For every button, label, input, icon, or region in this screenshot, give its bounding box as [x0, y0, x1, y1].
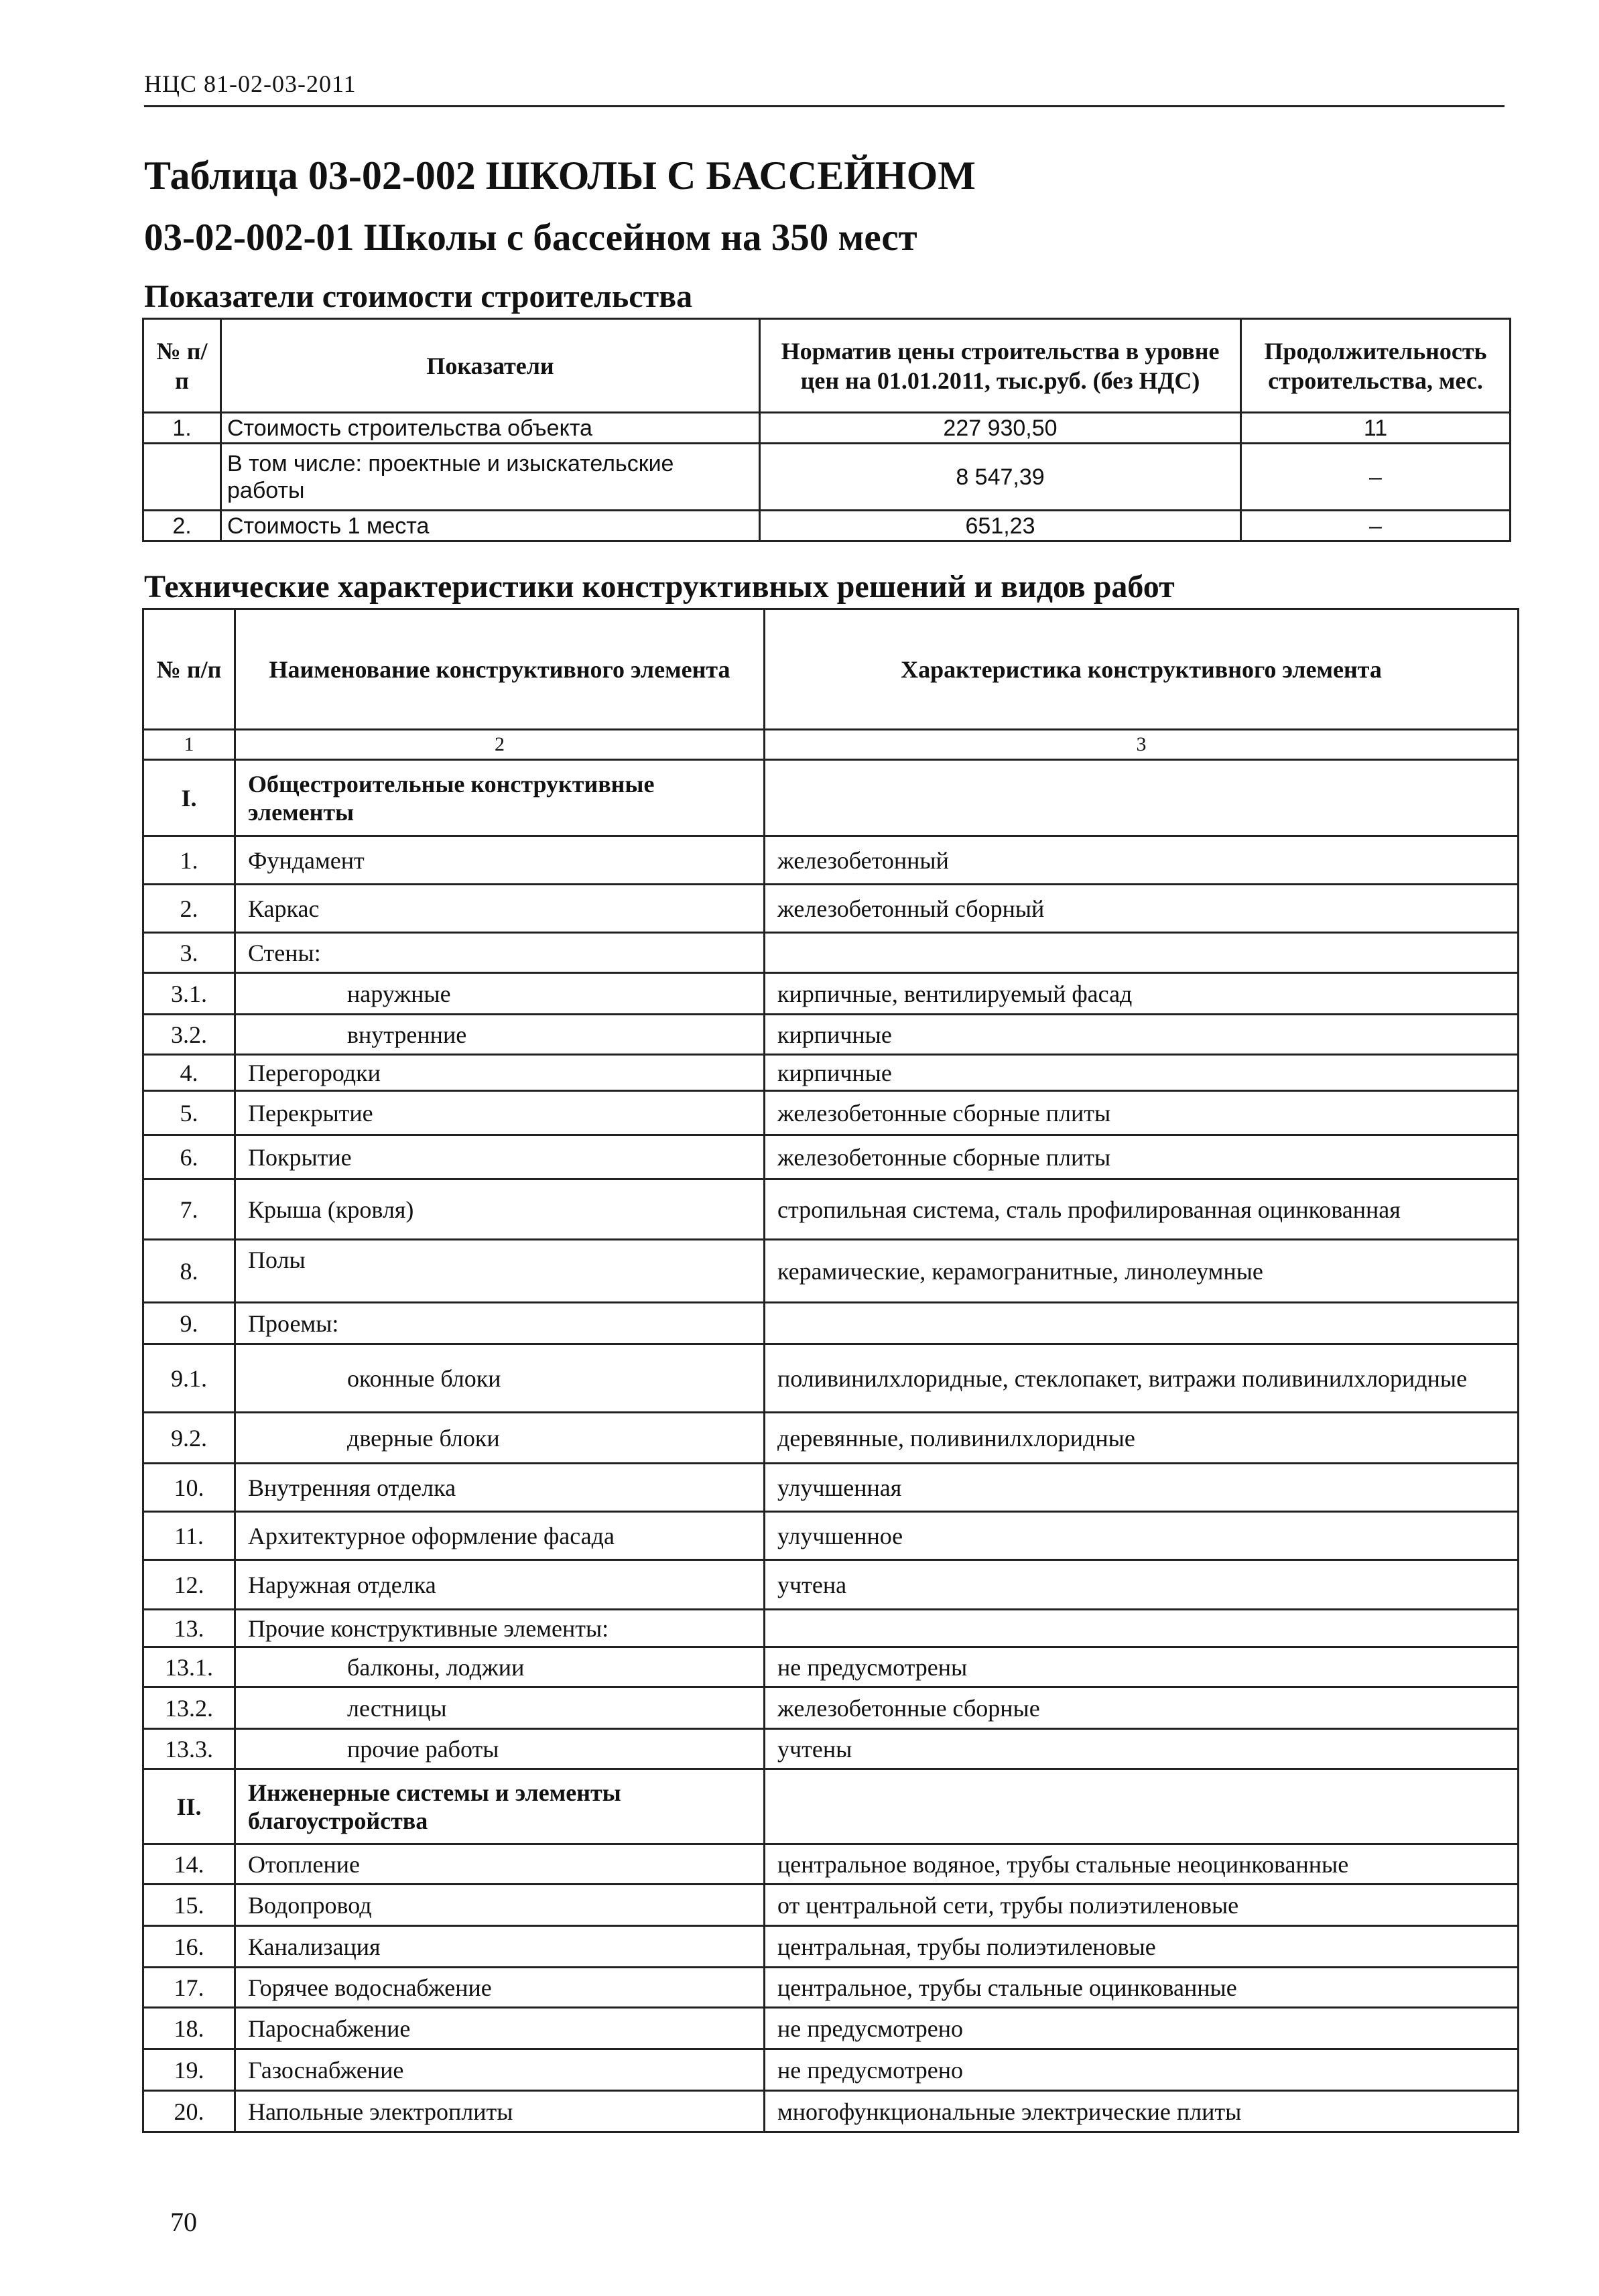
table-row	[143, 1135, 1519, 1179]
row-name: Стены:	[235, 933, 765, 973]
row-num: 13.2.	[143, 1687, 235, 1729]
cost-header-num: № п/п	[143, 319, 221, 413]
table-row	[143, 1885, 1519, 1926]
row-num: 7.	[143, 1179, 235, 1240]
cost-section-heading: Показатели стоимости строительства	[144, 279, 693, 314]
row-value: железобетонные сборные плиты	[765, 1091, 1519, 1135]
row-value	[765, 760, 1519, 836]
row-value: поливинилхлоридные, стеклопакет, витражи поливинилхлоридные	[765, 1344, 1519, 1413]
cost-header-price: Норматив цены строительства в уровне цен на 01.01.2011, тыс.руб. (без НДС)	[760, 319, 1241, 413]
row-name: Покрытие	[235, 1135, 765, 1179]
cost-header-duration: Продолжительность строительства, мес.	[1241, 319, 1511, 413]
table-row	[143, 1968, 1519, 2008]
cost-header-row	[143, 319, 1511, 413]
table-row	[143, 1560, 1519, 1610]
row-value: железобетонные сборные	[765, 1687, 1519, 1729]
table-row	[143, 1926, 1519, 1968]
table-row	[143, 1240, 1519, 1303]
tech-column-number-row	[143, 730, 1519, 760]
row-name: Проемы:	[235, 1303, 765, 1344]
row-num: 3.2.	[143, 1015, 235, 1055]
table-row	[143, 1647, 1519, 1687]
row-num: I.	[143, 760, 235, 836]
row-num: 3.	[143, 933, 235, 973]
row-name: Отопление	[235, 1844, 765, 1885]
row-num: 11.	[143, 1512, 235, 1560]
row-value: учтены	[765, 1729, 1519, 1769]
row-name: Пароснабжение	[235, 2008, 765, 2049]
table-row	[143, 1055, 1519, 1091]
section-row	[143, 1769, 1519, 1844]
cost-row-num: 2.	[143, 511, 221, 541]
row-num: 16.	[143, 1926, 235, 1968]
table-row	[143, 1091, 1519, 1135]
cost-row	[143, 511, 1511, 541]
row-name: Перекрытие	[235, 1091, 765, 1135]
row-num: 14.	[143, 1844, 235, 1885]
row-value	[765, 1769, 1519, 1844]
row-num: 15.	[143, 1885, 235, 1926]
row-name: дверные блоки	[235, 1413, 765, 1464]
table-row	[143, 1344, 1519, 1413]
row-value: многофункциональные электрические плиты	[765, 2091, 1519, 2132]
row-num: 1.	[143, 836, 235, 885]
cost-row-num	[143, 444, 221, 511]
cost-row-name: Стоимость строительства объекта	[221, 413, 760, 444]
cost-row-duration: –	[1241, 444, 1511, 511]
tech-header-row	[143, 609, 1519, 730]
tech-header-num: № п/п	[143, 609, 235, 730]
row-value: керамические, керамогранитные, линолеумные	[765, 1240, 1519, 1303]
header-rule	[144, 105, 1505, 107]
row-value: железобетонный сборный	[765, 885, 1519, 933]
row-value: железобетонный	[765, 836, 1519, 885]
row-num: 10.	[143, 1464, 235, 1512]
row-value	[765, 1303, 1519, 1344]
row-value: не предусмотрено	[765, 2008, 1519, 2049]
row-name: Прочие конструктивные элементы:	[235, 1610, 765, 1647]
row-value: учтена	[765, 1560, 1519, 1610]
row-name: Наружная отделка	[235, 1560, 765, 1610]
table-row	[143, 2091, 1519, 2132]
row-num: 9.2.	[143, 1413, 235, 1464]
cost-row-duration: 11	[1241, 413, 1511, 444]
cost-indicators-table	[142, 318, 1511, 542]
row-name: прочие работы	[235, 1729, 765, 1769]
section-row	[143, 760, 1519, 836]
row-num: 6.	[143, 1135, 235, 1179]
row-num: 17.	[143, 1968, 235, 2008]
row-name: балконы, лоджии	[235, 1647, 765, 1687]
cost-row-num: 1.	[143, 413, 221, 444]
table-row	[143, 973, 1519, 1015]
technical-characteristics-table	[142, 608, 1519, 2133]
row-name: Водопровод	[235, 1885, 765, 1926]
tech-header-element: Наименование конструктивного элемента	[235, 609, 765, 730]
table-row	[143, 1844, 1519, 1885]
table-row	[143, 2008, 1519, 2049]
row-value: улучшенное	[765, 1512, 1519, 1560]
row-name: внутренние	[235, 1015, 765, 1055]
row-num: 3.1.	[143, 973, 235, 1015]
row-value: центральное водяное, трубы стальные неоцинкованные	[765, 1844, 1519, 1885]
page-number: 70	[170, 2207, 197, 2237]
row-name: лестницы	[235, 1687, 765, 1729]
row-num: 12.	[143, 1560, 235, 1610]
row-name: Инженерные системы и элементы благоустройства	[235, 1769, 765, 1844]
document-code: НЦС 81-02-03-2011	[144, 70, 357, 97]
row-name: оконные блоки	[235, 1344, 765, 1413]
row-num: 19.	[143, 2049, 235, 2091]
cost-row	[143, 413, 1511, 444]
table-row	[143, 1413, 1519, 1464]
row-num: 9.1.	[143, 1344, 235, 1413]
row-value: центральная, трубы полиэтиленовые	[765, 1926, 1519, 1968]
cost-row-name: Стоимость 1 места	[221, 511, 760, 541]
row-value: деревянные, поливинилхлоридные	[765, 1413, 1519, 1464]
column-number: 3	[765, 730, 1519, 760]
table-row	[143, 1179, 1519, 1240]
row-value	[765, 933, 1519, 973]
table-row	[143, 1687, 1519, 1729]
row-num: 13.1.	[143, 1647, 235, 1687]
row-num: 5.	[143, 1091, 235, 1135]
table-title: Таблица 03-02-002 ШКОЛЫ С БАССЕЙНОМ	[144, 153, 976, 198]
table-row	[143, 933, 1519, 973]
row-name: Фундамент	[235, 836, 765, 885]
row-num: 13.3.	[143, 1729, 235, 1769]
row-num: 4.	[143, 1055, 235, 1091]
row-num: II.	[143, 1769, 235, 1844]
cost-row-price: 651,23	[760, 511, 1241, 541]
row-num: 9.	[143, 1303, 235, 1344]
row-value: от центральной сети, трубы полиэтиленовые	[765, 1885, 1519, 1926]
row-name: Крыша (кровля)	[235, 1179, 765, 1240]
row-num: 2.	[143, 885, 235, 933]
cost-header-indicator: Показатели	[221, 319, 760, 413]
table-row	[143, 1015, 1519, 1055]
table-row	[143, 885, 1519, 933]
row-name: Газоснабжение	[235, 2049, 765, 2091]
row-name: Общестроительные конструктивные элементы	[235, 760, 765, 836]
table-row	[143, 2049, 1519, 2091]
row-num: 8.	[143, 1240, 235, 1303]
row-value: железобетонные сборные плиты	[765, 1135, 1519, 1179]
row-num: 20.	[143, 2091, 235, 2132]
table-row	[143, 1303, 1519, 1344]
column-number: 1	[143, 730, 235, 760]
row-name: Перегородки	[235, 1055, 765, 1091]
row-name: Внутренняя отделка	[235, 1464, 765, 1512]
table-subtitle: 03-02-002-01 Школы с бассейном на 350 мест	[144, 216, 917, 259]
row-value: кирпичные	[765, 1015, 1519, 1055]
row-value: кирпичные, вентилируемый фасад	[765, 973, 1519, 1015]
row-name: Полы	[235, 1240, 765, 1303]
row-name: Архитектурное оформление фасада	[235, 1512, 765, 1560]
row-num: 18.	[143, 2008, 235, 2049]
row-name: Каркас	[235, 885, 765, 933]
row-name: Канализация	[235, 1926, 765, 1968]
table-row	[143, 1512, 1519, 1560]
table-row	[143, 1464, 1519, 1512]
cost-row-price: 227 930,50	[760, 413, 1241, 444]
cost-row	[143, 444, 1511, 511]
row-name: Горячее водоснабжение	[235, 1968, 765, 2008]
row-name: наружные	[235, 973, 765, 1015]
row-value: улучшенная	[765, 1464, 1519, 1512]
cost-row-duration: –	[1241, 511, 1511, 541]
row-value: не предусмотрены	[765, 1647, 1519, 1687]
column-number: 2	[235, 730, 765, 760]
row-value: центральное, трубы стальные оцинкованные	[765, 1968, 1519, 2008]
tech-header-characteristic: Характеристика конструктивного элемента	[765, 609, 1519, 730]
row-name: Напольные электроплиты	[235, 2091, 765, 2132]
row-value: кирпичные	[765, 1055, 1519, 1091]
row-value	[765, 1610, 1519, 1647]
table-row	[143, 1610, 1519, 1647]
table-row	[143, 1729, 1519, 1769]
row-value: не предусмотрено	[765, 2049, 1519, 2091]
row-num: 13.	[143, 1610, 235, 1647]
cost-row-name: В том числе: проектные и изыскательские работы	[221, 444, 760, 511]
cost-row-price: 8 547,39	[760, 444, 1241, 511]
row-value: стропильная система, сталь профилированная оцинкованная	[765, 1179, 1519, 1240]
tech-section-heading: Технические характеристики конструктивных решений и видов работ	[144, 569, 1175, 604]
table-row	[143, 836, 1519, 885]
